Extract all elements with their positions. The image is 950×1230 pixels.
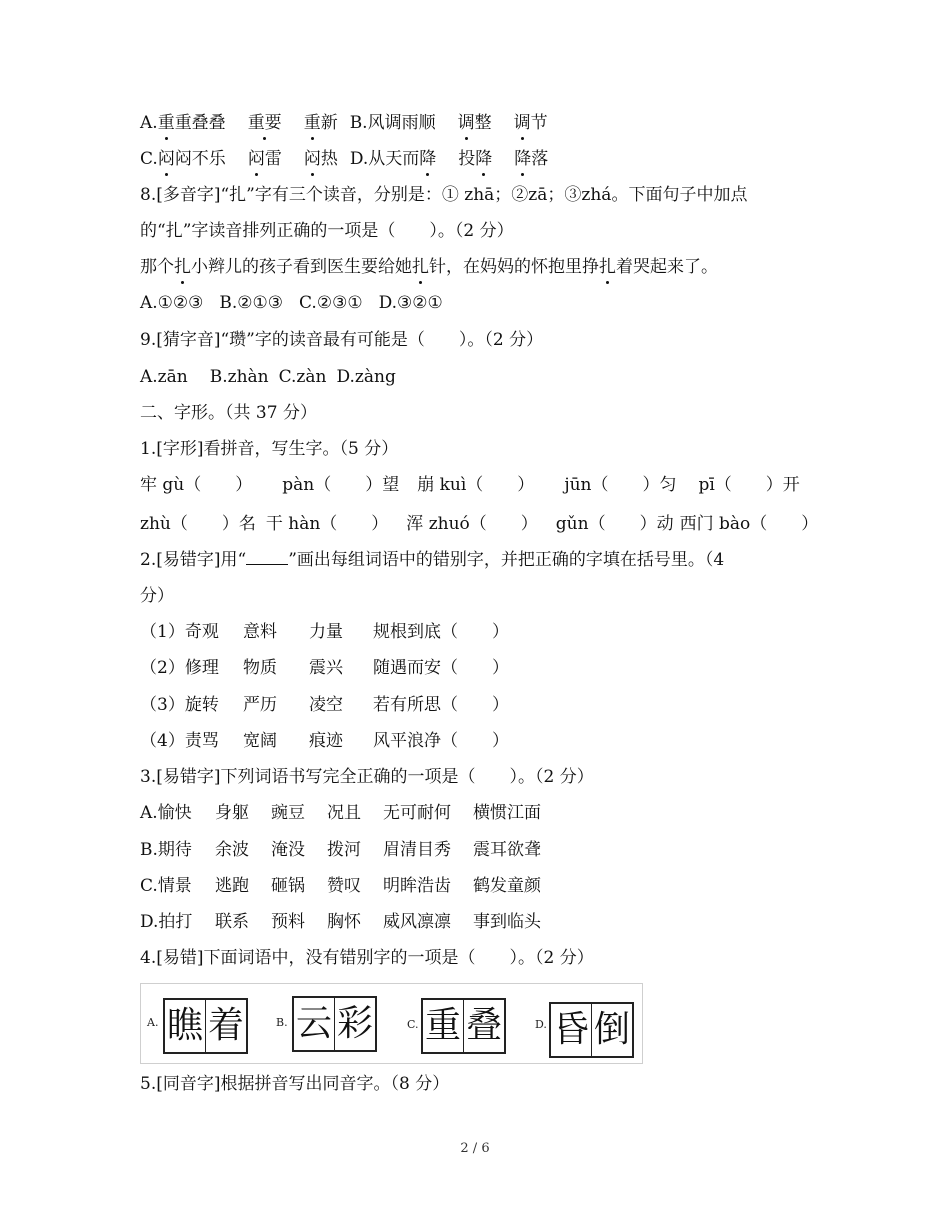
sentence-part: 针，在妈妈的怀抱里挣 — [429, 257, 599, 277]
word: 凌空 — [309, 695, 343, 715]
word: （4）责骂 — [140, 731, 219, 751]
pinyin-item: 西门 bào（ ） — [679, 514, 819, 534]
option-b-word-2: 整 — [474, 113, 492, 133]
q8-option-d: D.③②① — [378, 293, 443, 313]
pinyin-item: pàn（ ）望 — [282, 475, 400, 495]
word: C.情景 — [140, 876, 192, 896]
pinyin-item: jūn（ ）匀 — [564, 475, 677, 495]
word: （2）修理 — [140, 658, 219, 678]
word: 力量 — [309, 622, 343, 642]
dotted-char: 闷 — [157, 149, 175, 169]
pinyin-item: zhù（ ）名 — [140, 514, 256, 534]
word: 震耳欲聋 — [473, 840, 541, 860]
word: 豌豆 — [271, 803, 305, 823]
word: 胸怀 — [327, 912, 361, 932]
q9-stem: 9.[猜字音]“瓒”字的读音最有可能是（ ）。（2 分） — [140, 330, 544, 350]
s2q3-row-c — [140, 875, 541, 897]
pinyin-item: 干 hàn（ ） — [265, 514, 389, 534]
s2q3-row-b — [140, 839, 541, 861]
option-b-word-1: 风调雨顺 — [367, 113, 436, 133]
word: 况且 — [327, 803, 361, 823]
dotted-char: 降 — [475, 149, 493, 169]
q8-option-a: A.①②③ — [140, 293, 204, 313]
grid-char: 着 — [205, 1000, 246, 1052]
q7-options-row-2 — [140, 148, 548, 170]
word: 拨河 — [327, 840, 361, 860]
q8-sentence — [140, 256, 718, 278]
word: （1）奇观 — [140, 622, 219, 642]
word: 淹没 — [271, 840, 305, 860]
dotted-char: 降 — [419, 149, 437, 169]
char-grid — [292, 996, 377, 1052]
section-2-title: 二、字形。（共 37 分） — [140, 403, 317, 423]
word: 预料 — [271, 912, 305, 932]
pinyin-item: 崩 kuì（ ） — [417, 475, 535, 495]
option-a-word-2: 重要 — [247, 113, 282, 133]
word: 眉清目秀 — [383, 840, 451, 860]
s2q2-row-3 — [140, 694, 509, 716]
word: 砸锅 — [271, 876, 305, 896]
s2q3-row-a — [140, 802, 541, 824]
character-options-image — [140, 983, 643, 1064]
q8-stem-line-2: 的“扎”字读音排列正确的一项是（ ）。（2 分） — [140, 221, 514, 241]
option-d-label: D. — [349, 149, 369, 169]
option-c-word-2: 雷 — [264, 149, 282, 169]
char-grid — [421, 998, 506, 1054]
dotted-char: 调 — [457, 113, 475, 133]
option-d-word-3: 落 — [531, 149, 549, 169]
word: 规根到底（ ） — [373, 622, 509, 642]
q9-option-b: B.zhàn — [209, 367, 269, 387]
q9-option-c: C.zàn — [278, 367, 327, 387]
option-letter: A. — [147, 1016, 159, 1029]
page-number: 2 / 6 — [460, 1141, 490, 1156]
s2q1-row-2 — [140, 513, 818, 535]
word: 痕迹 — [309, 731, 343, 751]
word: D.拍打 — [140, 912, 193, 932]
word: （3）旋转 — [140, 695, 219, 715]
q8-option-b: B.②①③ — [219, 293, 284, 313]
sentence-part: 着哭起来了。 — [616, 257, 718, 277]
option-c-word-3: 热 — [320, 149, 338, 169]
dotted-char: 扎 — [412, 257, 429, 277]
dotted-char: 闷 — [247, 149, 265, 169]
option-b-label: B. — [349, 113, 368, 133]
q9-options — [140, 366, 396, 388]
option-b-word-3: 节 — [530, 113, 548, 133]
s2q5-stem: 5.[同音字]根据拼音写出同音字。（8 分） — [140, 1074, 450, 1094]
word: 联系 — [215, 912, 249, 932]
char-grid — [549, 1002, 634, 1058]
option-letter: D. — [535, 1018, 547, 1031]
sentence-part: 那个 — [140, 257, 174, 277]
word: 意料 — [243, 622, 277, 642]
word: 身躯 — [215, 803, 249, 823]
word: A.愉快 — [140, 803, 192, 823]
s2q1-stem: 1.[字形]看拼音，写生字。（5 分） — [140, 439, 399, 459]
word: 横惯江面 — [473, 803, 541, 823]
word: 事到临头 — [473, 912, 541, 932]
stem-part: 2.[易错字]用“ — [140, 550, 247, 570]
word: 震兴 — [309, 658, 343, 678]
q8-option-c: C.②③① — [299, 293, 363, 313]
word: 鹤发童颜 — [473, 876, 541, 896]
q8-options — [140, 292, 443, 314]
word: 无可耐何 — [383, 803, 451, 823]
word: 随遇而安（ ） — [373, 658, 509, 678]
dotted-char: 重 — [157, 113, 175, 133]
word: 宽阔 — [243, 731, 277, 751]
dotted-char: 调 — [513, 113, 531, 133]
pinyin-item: 浑 zhuó（ ） — [406, 514, 538, 534]
grid-char: 叠 — [463, 1000, 504, 1052]
underline-blank — [246, 550, 288, 565]
s2q2-stem — [140, 549, 724, 571]
word: 物质 — [243, 658, 277, 678]
grid-char: 昏 — [552, 1009, 589, 1050]
grid-char: 云 — [295, 1003, 332, 1044]
sentence-part: 小辫儿的孩子看到医生要给她 — [191, 257, 412, 277]
grid-char: 重 — [424, 1005, 461, 1046]
s2q2-row-2 — [140, 657, 509, 679]
s2q3-row-d — [140, 911, 541, 933]
word: 逃跑 — [215, 876, 249, 896]
word: 若有所思（ ） — [373, 695, 509, 715]
s2q2-row-1 — [140, 621, 509, 643]
word: 风平浪净（ ） — [373, 731, 509, 751]
q9-option-d: D.zàng — [336, 367, 396, 387]
dotted-char: 重 — [303, 113, 321, 133]
word: 余波 — [215, 840, 249, 860]
s2q1-row-1 — [140, 474, 800, 496]
option-letter: C. — [407, 1018, 419, 1031]
q8-stem-line-1: 8.[多音字]“扎”字有三个读音，分别是：① zhā；②zā；③zhá。下面句子中加点 — [140, 185, 748, 205]
option-a-label: A. — [140, 113, 158, 133]
word: B.期待 — [140, 840, 192, 860]
grid-char: 倒 — [591, 1004, 632, 1056]
option-d-word-2: 投 — [458, 149, 476, 169]
q7-options-row-1 — [140, 112, 548, 134]
pinyin-item: gǔn（ ）动 — [555, 514, 674, 534]
grid-char: 彩 — [334, 998, 375, 1050]
word: 严历 — [243, 695, 277, 715]
option-a-word-1: 重叠叠 — [174, 113, 226, 133]
option-letter: B. — [276, 1016, 288, 1029]
s2q2-stem-cont: 分） — [140, 586, 174, 606]
dotted-char: 扎 — [599, 257, 616, 277]
dotted-char: 扎 — [174, 257, 191, 277]
dotted-char: 闷 — [303, 149, 321, 169]
grid-char: 瞧 — [166, 1005, 203, 1046]
word: 赞叹 — [327, 876, 361, 896]
option-d-word-1: 从天而 — [368, 149, 420, 169]
dotted-char: 降 — [514, 149, 532, 169]
option-c-label: C. — [140, 149, 158, 169]
pinyin-item: 牢 gù（ ） — [140, 475, 253, 495]
option-c-word-1: 闷不乐 — [174, 149, 226, 169]
word: 威风凛凛 — [383, 912, 451, 932]
stem-part: ”画出每组词语中的错别字，并把正确的字填在括号里。（4 — [288, 550, 725, 570]
option-a-word-3: 新 — [320, 113, 338, 133]
s2q3-stem: 3.[易错字]下列词语书写完全正确的一项是（ ）。（2 分） — [140, 767, 594, 787]
word: 明眸浩齿 — [383, 876, 451, 896]
s2q2-row-4 — [140, 730, 509, 752]
pinyin-item: pī（ ）开 — [698, 475, 800, 495]
s2q4-stem: 4.[易错]下面词语中，没有错别字的一项是（ ）。（2 分） — [140, 948, 594, 968]
char-grid — [163, 998, 248, 1054]
q9-option-a: A.zān — [140, 367, 188, 387]
